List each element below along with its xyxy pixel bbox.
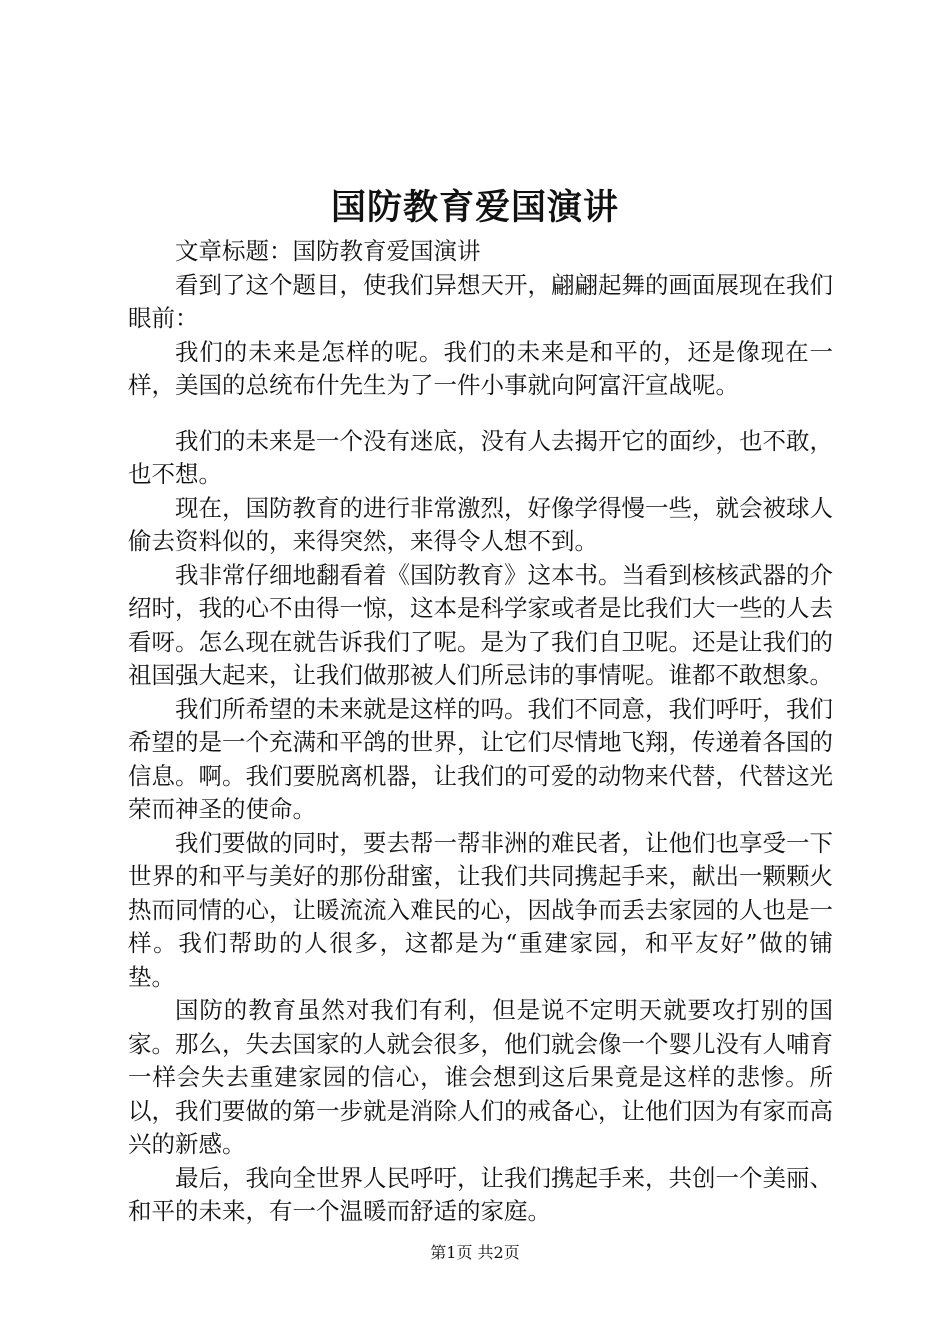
paragraph: 我们的未来是怎样的呢。我们的未来是和平的，还是像现在一样，美国的总统布什先生为了一件小事就向阿富汗宣战呢。 bbox=[128, 337, 833, 399]
paragraph: 我们要做的同时，要去帮一帮非洲的难民者，让他们也享受一下世界的和平与美好的那份甜蜜，让我们共同携起手来，献出一颗颗火热而同情的心，让暖流流入难民的心，因战争而丢去家园的人也是一样。我们帮助的人很多，这都是为“重建家园，和平友好”做的铺垫。 bbox=[128, 828, 833, 991]
document-body bbox=[128, 235, 833, 1229]
paragraph: 看到了这个题目，使我们异想天开，翩翩起舞的画面展现在我们眼前： bbox=[128, 270, 833, 332]
document-title: 国防教育爱国演讲 bbox=[330, 187, 619, 228]
paragraph: 最后，我向全世界人民呼吁，让我们携起手来，共创一个美丽、和平的未来，有一个温暖而舒适的家庭。 bbox=[128, 1163, 833, 1225]
paragraph-gap bbox=[128, 403, 833, 425]
page-number-footer: 第1页 共2页 bbox=[430, 1243, 520, 1262]
paragraph: 我们的未来是一个没有迷底，没有人去揭开它的面纱，也不敢，也不想。 bbox=[128, 426, 833, 488]
paragraph: 国防的教育虽然对我们有利，但是说不定明天就要攻打别的国家。那么，失去国家的人就会很多，他们就会像一个婴儿没有人哺育一样会失去重建家园的信心，谁会想到这后果竟是这样的悲惨。所以，我们要做的第一步就是消除人们的戒备心，让他们因为有家而高兴的新感。 bbox=[128, 996, 833, 1158]
paragraph: 现在，国防教育的进行非常激烈，好像学得慢一些，就会被球人偷去资料似的，来得突然，来得令人想不到。 bbox=[128, 493, 833, 555]
paragraph: 我们所希望的未来就是这样的吗。我们不同意，我们呼吁，我们希望的是一个充满和平鸽的世界，让它们尽情地飞翔，传递着各国的信息。啊。我们要脱离机器，让我们的可爱的动物来代替，代替这光荣而神圣的使命。 bbox=[128, 694, 833, 823]
paragraph: 我非常仔细地翻看着《国防教育》这本书。当看到核核武器的介绍时，我的心不由得一惊，这本是科学家或者是比我们大一些的人去看呀。怎么现在就告诉我们了呢。是为了我们自卫呢。还是让我们的祖国强大起来，让我们做那被人们所忌讳的事情呢。谁都不敢想象。 bbox=[128, 560, 833, 689]
paragraph-article-title: 文章标题：国防教育爱国演讲 bbox=[175, 237, 481, 265]
